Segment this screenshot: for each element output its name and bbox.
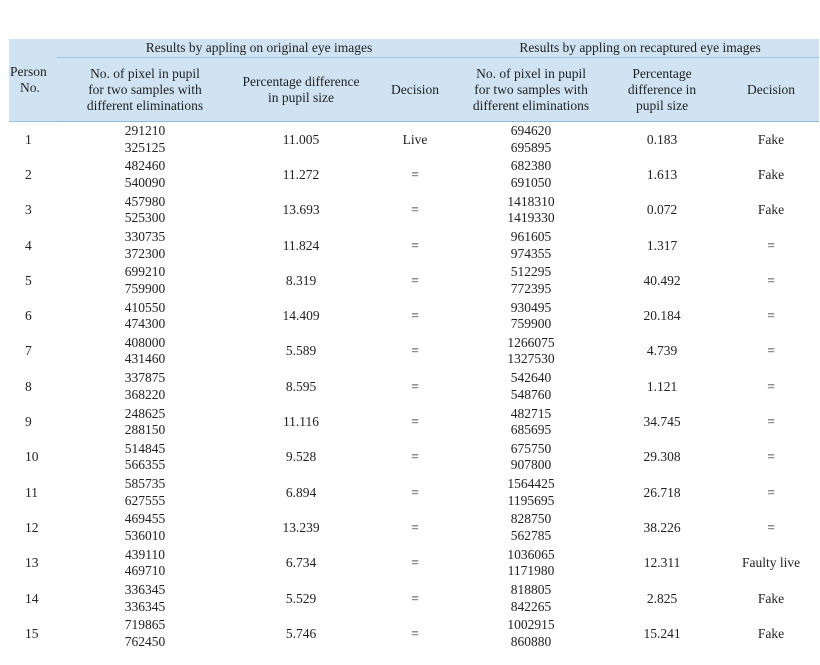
recaptured-percentage-cell: 1.613 (646, 166, 678, 182)
recaptured-decision-cell: = (767, 237, 775, 253)
original-percentage-cell: 6.894 (285, 484, 317, 500)
person-number-cell: 5 (25, 272, 32, 288)
original-percentage-cell: 8.319 (285, 272, 317, 288)
original-decision-cell: = (411, 414, 419, 430)
original-pixels-cell: 457980 525300 (124, 193, 166, 226)
recaptured-percentage-cell: 40.492 (643, 272, 681, 288)
original-percentage-cell: 13.693 (282, 202, 320, 218)
recaptured-pixels-cell: 1266075 1327530 (507, 334, 555, 367)
recaptured-percentage-cell: 12.311 (643, 555, 681, 571)
table-row (9, 616, 819, 651)
original-pixels-cell: 439110 469710 (124, 546, 166, 579)
table-row (9, 228, 819, 263)
recaptured-pixels-cell: 961605 974355 (510, 229, 552, 261)
original-percentage-cell: 5.589 (285, 343, 317, 359)
original-pixels-cell: 410550 474300 (124, 299, 166, 332)
person-number-cell: 8 (25, 378, 32, 394)
original-pixels-cell: 585735 627555 (124, 476, 166, 508)
original-percentage-cell: 11.005 (282, 131, 320, 147)
person-number-cell: 12 (25, 519, 39, 535)
original-decision-cell: = (411, 237, 419, 253)
original-pixels-cell: 330735 372300 (124, 229, 166, 261)
person-number-cell: 2 (25, 166, 32, 182)
original-pixels-cell: 514845 566355 (124, 440, 166, 473)
recaptured-pixels-cell: 682380 691050 (510, 158, 552, 190)
person-number-cell: 14 (25, 590, 39, 606)
original-pixels-cell: 248625 288150 (124, 405, 166, 438)
person-number-cell: 3 (25, 202, 32, 218)
original-decision-cell: = (411, 272, 419, 288)
recaptured-percentage-cell: 0.072 (646, 202, 678, 218)
recaptured-percentage-cell: 0.183 (646, 131, 678, 147)
original-percentage-cell: 8.595 (285, 378, 317, 394)
original-images-group-header: Results by appling on original eye images (57, 39, 461, 58)
recaptured-decision-cell: = (767, 414, 775, 430)
recaptured-percentage-cell: 20.184 (643, 308, 681, 324)
person-number-cell: 10 (25, 449, 39, 465)
original-decision-header: Decision (369, 58, 461, 122)
table-row (9, 546, 819, 581)
table-row (9, 440, 819, 475)
table-row (9, 510, 819, 545)
recaptured-decision-cell: = (767, 343, 775, 359)
original-pixels-cell: 337875 368220 (124, 370, 166, 402)
recaptured-percentage-cell: 15.241 (643, 625, 681, 641)
table-row (9, 581, 819, 616)
original-percentage-cell: 14.409 (282, 308, 320, 324)
recaptured-percentage-cell: 4.739 (646, 343, 678, 359)
original-percentage-cell: 9.528 (285, 449, 317, 465)
recaptured-decision-cell: Fake (757, 131, 785, 147)
results-table (9, 39, 819, 651)
recaptured-pixels-cell: 818805 842265 (510, 582, 552, 614)
original-pixels-cell: 336345 336345 (124, 582, 166, 614)
recaptured-pixels-cell: 828750 562785 (510, 511, 552, 543)
recaptured-pixels-cell: 694620 695895 (510, 123, 552, 155)
original-decision-cell: = (411, 590, 419, 606)
recaptured-decision-cell: Faulty live (741, 555, 801, 571)
table-header (9, 39, 819, 122)
recaptured-pixels-cell: 482715 685695 (510, 405, 552, 438)
table-row (9, 298, 819, 333)
recaptured-pixels-cell: 542640 548760 (510, 370, 552, 402)
original-decision-cell: = (411, 484, 419, 500)
results-table-container (9, 39, 819, 651)
recaptured-decision-cell: = (767, 378, 775, 394)
recaptured-pixels-cell: 512295 772395 (510, 264, 552, 296)
original-decision-cell: = (411, 166, 419, 182)
original-decision-cell: = (411, 555, 419, 571)
original-pixels-cell: 719865 762450 (124, 617, 166, 649)
person-number-cell: 15 (25, 625, 39, 641)
recaptured-pixels-cell: 1564425 1195695 (507, 476, 555, 508)
original-decision-cell: = (411, 378, 419, 394)
original-pixels-cell: 291210 325125 (124, 123, 166, 155)
recaptured-decision-cell: Fake (757, 625, 785, 641)
original-decision-cell: Live (402, 131, 428, 147)
table-row (9, 475, 819, 510)
recaptured-decision-cell: Fake (757, 202, 785, 218)
original-pixels-header: No. of pixel in pupil for two samples with different eliminations (57, 58, 233, 122)
person-number-cell: 7 (25, 343, 32, 359)
person-no-header: Person No. (9, 39, 57, 122)
recaptured-decision-cell: = (767, 519, 775, 535)
person-number-cell: 13 (25, 555, 39, 571)
table-row (9, 404, 819, 439)
original-pixels-cell: 482460 540090 (124, 158, 166, 190)
original-decision-cell: = (411, 519, 419, 535)
original-percentage-cell: 11.272 (282, 166, 320, 182)
original-decision-cell: = (411, 343, 419, 359)
original-percentage-cell: 5.529 (285, 590, 317, 606)
table-row (9, 157, 819, 192)
original-decision-cell: = (411, 308, 419, 324)
table-row (9, 334, 819, 369)
recaptured-pixels-header: No. of pixel in pupil for two samples with different eliminations (461, 58, 601, 122)
original-percentage-cell: 5.746 (285, 625, 317, 641)
recaptured-pixels-cell: 1036065 1171980 (507, 546, 555, 579)
person-number-cell: 4 (25, 237, 32, 253)
person-number-cell: 1 (25, 131, 32, 147)
recaptured-decision-cell: = (767, 272, 775, 288)
person-number-cell: 6 (25, 308, 32, 324)
table-row (9, 263, 819, 298)
recaptured-pixels-cell: 675750 907800 (510, 440, 552, 473)
original-decision-cell: = (411, 449, 419, 465)
recaptured-percentage-header: Percentage difference in pupil size (601, 58, 723, 122)
recaptured-images-group-header: Results by appling on recaptured eye images (461, 39, 819, 58)
recaptured-pixels-cell: 930495 759900 (510, 299, 552, 332)
recaptured-percentage-cell: 38.226 (643, 519, 681, 535)
original-percentage-header: Percentage difference in pupil size (233, 58, 369, 122)
recaptured-decision-cell: = (767, 449, 775, 465)
table-body (9, 122, 819, 652)
original-percentage-cell: 13.239 (282, 519, 320, 535)
recaptured-percentage-cell: 26.718 (643, 484, 681, 500)
table-row (9, 193, 819, 228)
original-decision-cell: = (411, 202, 419, 218)
table-row (9, 369, 819, 404)
table-row (9, 122, 819, 158)
recaptured-percentage-cell: 1.317 (646, 237, 678, 253)
original-pixels-cell: 408000 431460 (124, 334, 166, 367)
header-group-row (9, 39, 819, 58)
original-percentage-cell: 11.824 (282, 237, 320, 253)
recaptured-decision-cell: = (767, 308, 775, 324)
recaptured-percentage-cell: 29.308 (643, 449, 681, 465)
original-pixels-cell: 699210 759900 (124, 264, 166, 296)
original-percentage-cell: 11.116 (282, 414, 320, 430)
recaptured-decision-cell: = (767, 484, 775, 500)
original-pixels-cell: 469455 536010 (124, 511, 166, 543)
recaptured-decision-cell: Fake (757, 166, 785, 182)
recaptured-pixels-cell: 1418310 1419330 (507, 193, 555, 226)
original-decision-cell: = (411, 625, 419, 641)
recaptured-percentage-cell: 1.121 (646, 378, 678, 394)
recaptured-percentage-cell: 34.745 (643, 414, 681, 430)
recaptured-pixels-cell: 1002915 860880 (507, 617, 555, 649)
person-number-cell: 9 (25, 414, 32, 430)
header-sub-row (9, 58, 819, 122)
recaptured-percentage-cell: 2.825 (646, 590, 678, 606)
person-number-cell: 11 (25, 484, 38, 500)
recaptured-decision-cell: Fake (757, 590, 785, 606)
original-percentage-cell: 6.734 (285, 555, 317, 571)
recaptured-decision-header: Decision (723, 58, 819, 122)
